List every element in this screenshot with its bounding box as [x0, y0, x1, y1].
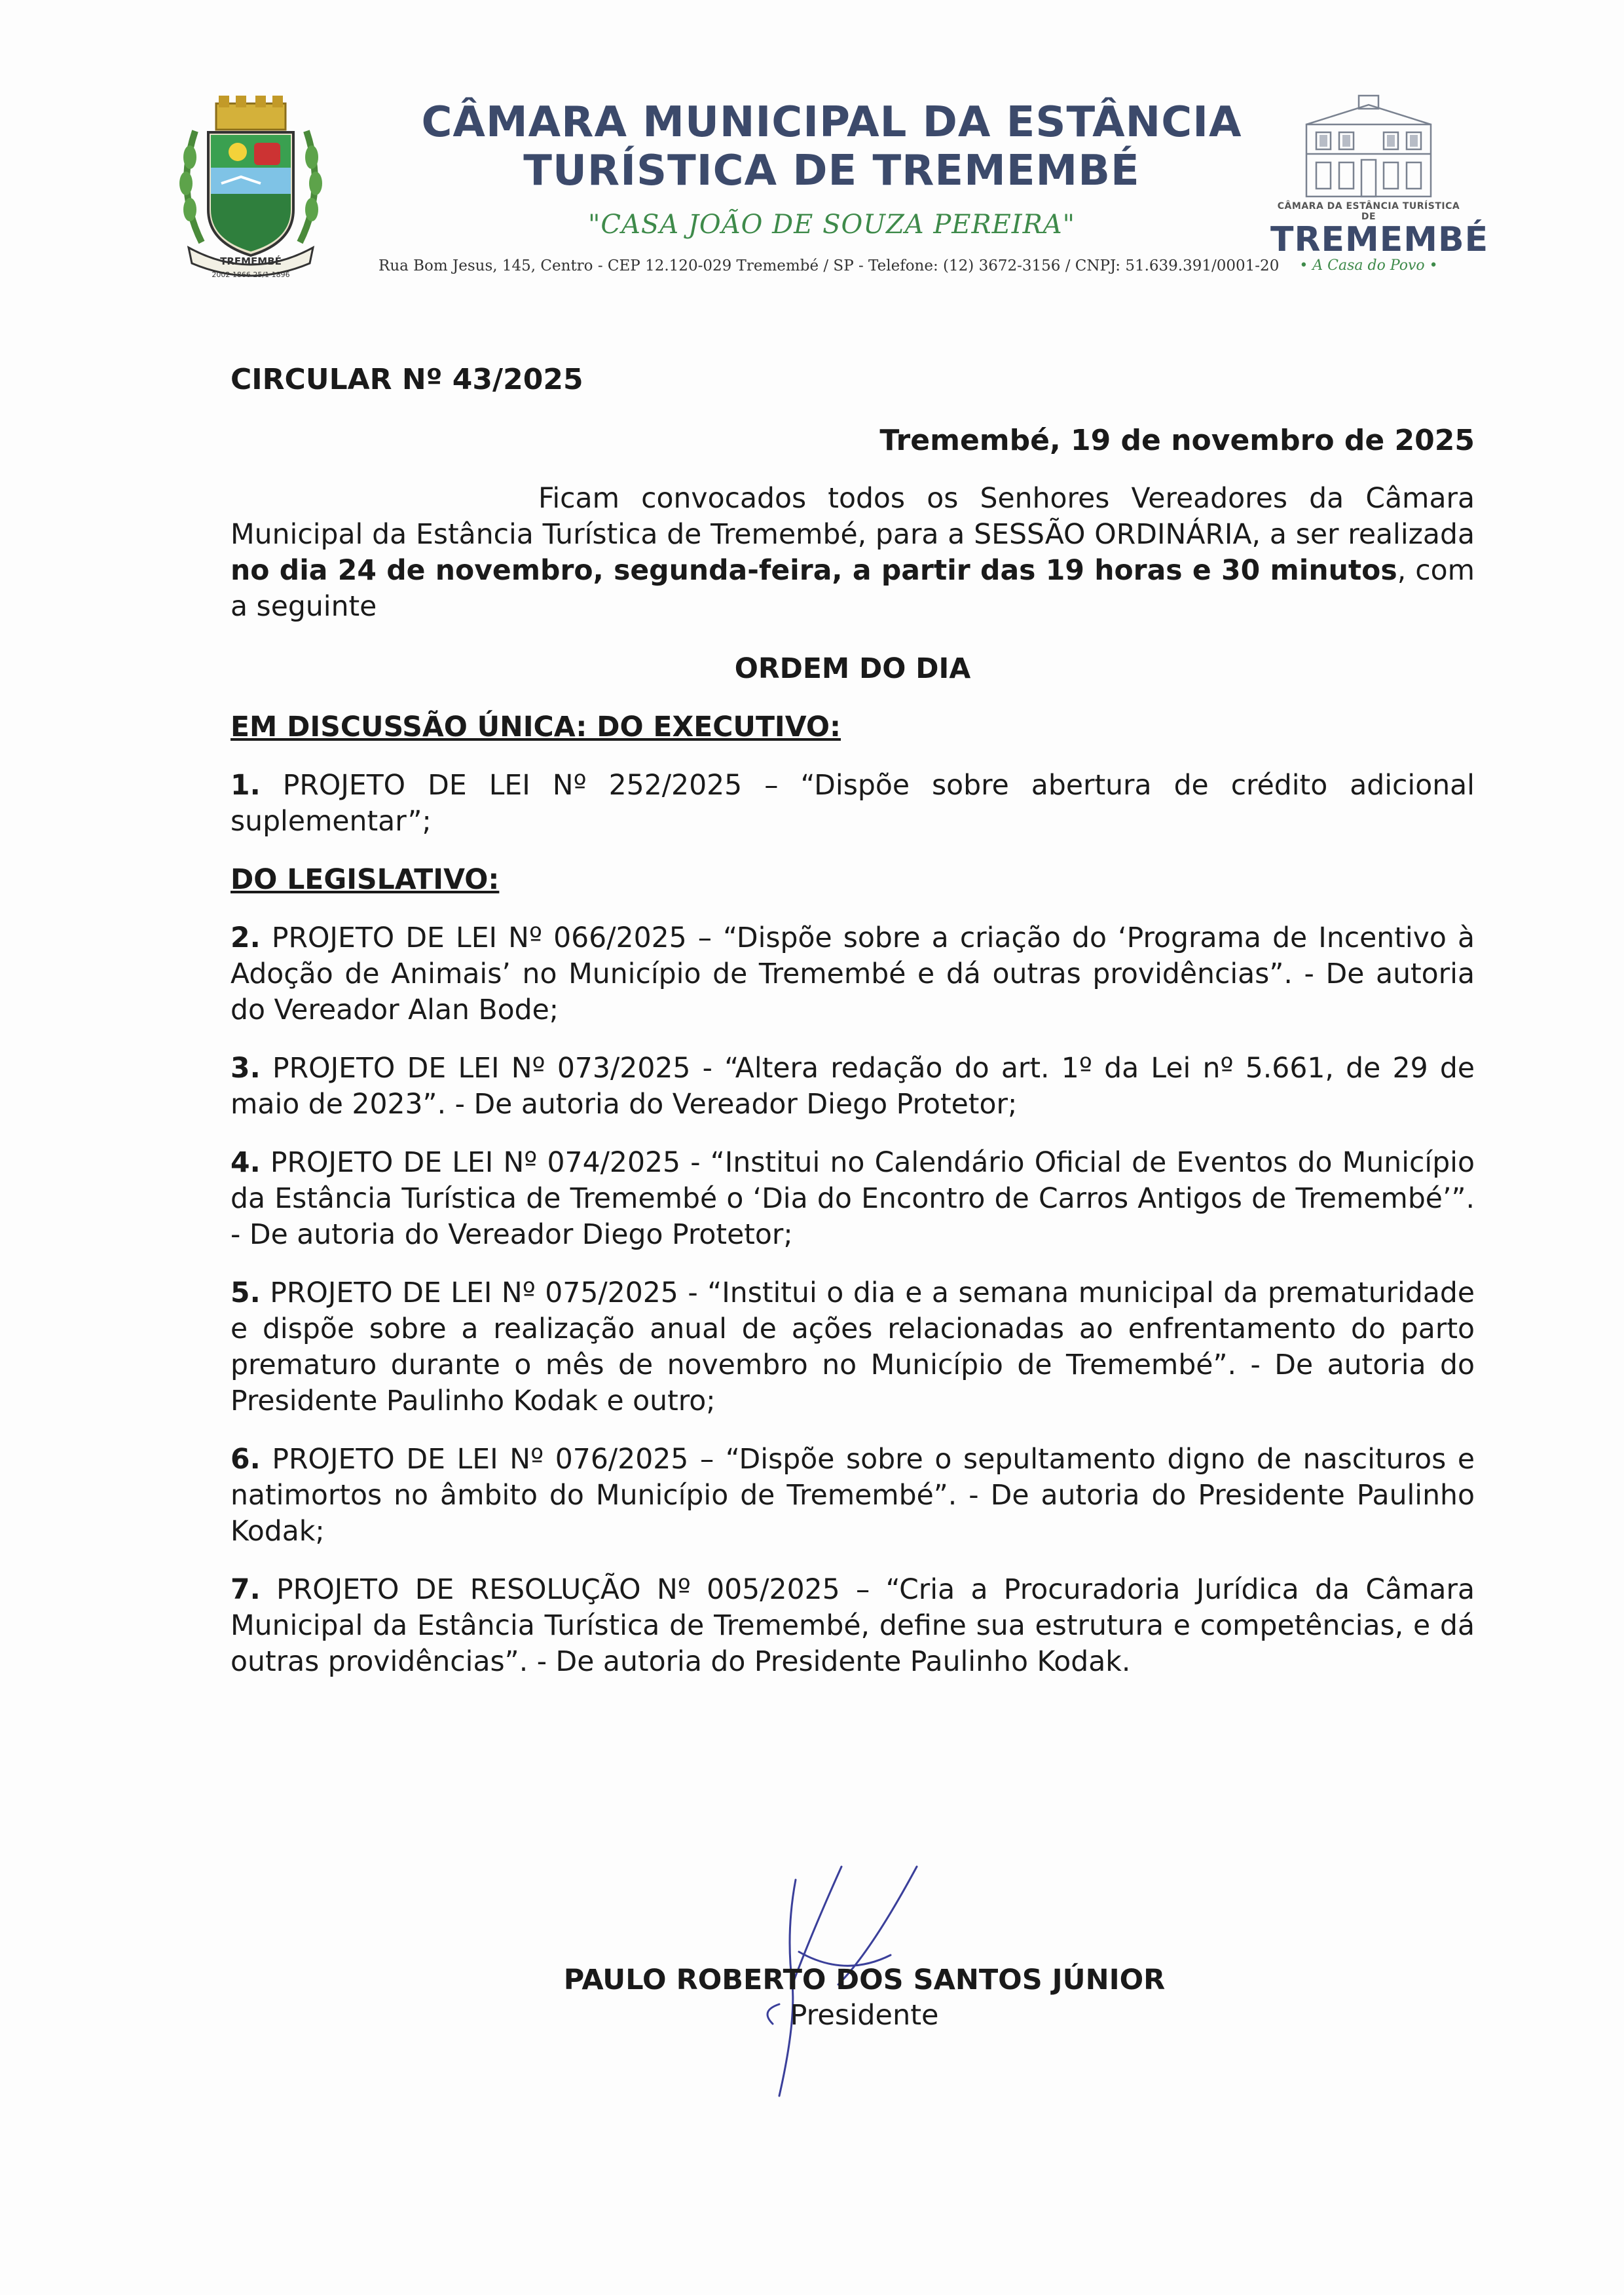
house-name: "CASA JOÃO DE SOUZA PEREIRA" — [587, 210, 1076, 240]
crest-ribbon-text: TREMEMBÉ — [220, 255, 282, 267]
chamber-name-line1: CÂMARA MUNICIPAL DA ESTÂNCIA — [421, 98, 1242, 147]
agenda-item-text: PROJETO DE LEI Nº 076/2025 – “Dispõe sobre o sepultamento digno de nascituros e natimortos no âmbito do Município de Tremembé”. - De autoria do Presidente Paulinho Kodak; — [231, 1444, 1475, 1548]
agenda-item-5 — [231, 1275, 1475, 1419]
circular-body — [231, 362, 1475, 1680]
building-logo-caption: CÂMARA DA ESTÂNCIA TURÍSTICA DE — [1277, 201, 1460, 222]
intro-text-2: , com a seguinte — [231, 555, 1475, 623]
section-executive-heading: EM DISCUSSÃO ÚNICA: DO EXECUTIVO: — [231, 711, 841, 743]
building-logo-name: TREMEMBÉ — [1270, 220, 1489, 259]
chamber-building-logo — [1270, 92, 1489, 282]
agenda-item-text: PROJETO DE LEI Nº 075/2025 - “Institui o dia e a semana municipal da prematuridade e dispõe sobre a realização anual de ações relacionadas ao enfrentamento do parto prematuro durante o mês de novembro no Município de Tremembé”. - De autoria do Presidente Paulinho Kodak e outro; — [231, 1277, 1475, 1417]
agenda-item-text: PROJETO DE LEI Nº 252/2025 – “Dispõe sobre abertura de crédito adicional suplementar”; — [231, 770, 1475, 838]
agenda-item-number: 5. — [231, 1277, 261, 1309]
agenda-item-6 — [231, 1442, 1475, 1550]
letterhead-title — [367, 98, 1297, 240]
agenda-item-number: 6. — [231, 1444, 261, 1476]
agenda-item-number: 4. — [231, 1147, 261, 1179]
agenda-item-text: PROJETO DE RESOLUÇÃO Nº 005/2025 – “Cria a Procuradoria Jurídica da Câmara Municipal da Estância Turística de Tremembé, define sua estrutura e competências, e dá outras providências”. - De autoria do Presidente Paulinho Kodak. — [231, 1574, 1475, 1678]
intro-text-1: Ficam convocados todos os Senhores Vereadores da Câmara Municipal da Estância Turística de Tremembé, para a SESSÃO ORDINÁRIA, a ser realizada — [231, 483, 1475, 551]
section-legislative-heading: DO LEGISLATIVO: — [231, 864, 500, 896]
building-icon — [1293, 92, 1444, 200]
letterhead-address: Rua Bom Jesus, 145, Centro - CEP 12.120-029 Tremembé / SP - Telefone: (12) 3672-3156 / CNPJ: 51.639.391/0001-20 — [378, 257, 1280, 274]
convocation-paragraph — [231, 481, 1475, 625]
signer-name: PAULO ROBERTO DOS SANTOS JÚNIOR — [563, 1964, 1166, 1996]
agenda-item-number: 2. — [231, 922, 261, 954]
agenda-item-4 — [231, 1145, 1475, 1253]
agenda-item-text: PROJETO DE LEI Nº 074/2025 - “Institui no Calendário Oficial de Eventos do Município da Estância Turística de Tremembé o ‘Dia do Encontro de Carros Antigos de Tremembé’”. - De autoria do Vereador Diego Protetor; — [231, 1147, 1475, 1251]
intro-session-datetime: no dia 24 de novembro, segunda-feira, a partir das 19 horas e 30 minutos — [231, 555, 1397, 587]
building-logo-motto: • A Casa do Povo • — [1299, 257, 1438, 274]
agenda-item-text: PROJETO DE LEI Nº 073/2025 - “Altera redação do art. 1º da Lei nº 5.661, de 29 de maio de 2023”. - De autoria do Vereador Diego Protetor; — [231, 1053, 1475, 1121]
municipal-crest-icon — [175, 92, 326, 282]
agenda-item-7 — [231, 1572, 1475, 1680]
circular-number: CIRCULAR Nº 43/2025 — [231, 363, 583, 396]
agenda-item-number: 7. — [231, 1574, 261, 1606]
signer-role: Presidente — [790, 1999, 939, 2032]
agenda-item-number: 3. — [231, 1053, 261, 1085]
crest-graphic — [175, 92, 326, 282]
agenda-title: ORDEM DO DIA — [734, 653, 971, 685]
agenda-item-text: PROJETO DE LEI Nº 066/2025 – “Dispõe sobre a criação do ‘Programa de Incentivo à Adoção de Animais’ no Município de Tremembé e dá outras providências”. - De autoria do Vereador Alan Bode; — [231, 922, 1475, 1026]
agenda-item-3 — [231, 1051, 1475, 1123]
agenda-item-1 — [231, 768, 1475, 840]
agenda-item-number: 1. — [231, 770, 261, 802]
date-line: Tremembé, 19 de novembro de 2025 — [879, 424, 1475, 457]
chamber-name-line2: TURÍSTICA DE TREMEMBÉ — [523, 147, 1140, 195]
agenda-item-2 — [231, 920, 1475, 1028]
crest-dates-text: 2002 1866 25/1 1896 — [212, 271, 290, 279]
